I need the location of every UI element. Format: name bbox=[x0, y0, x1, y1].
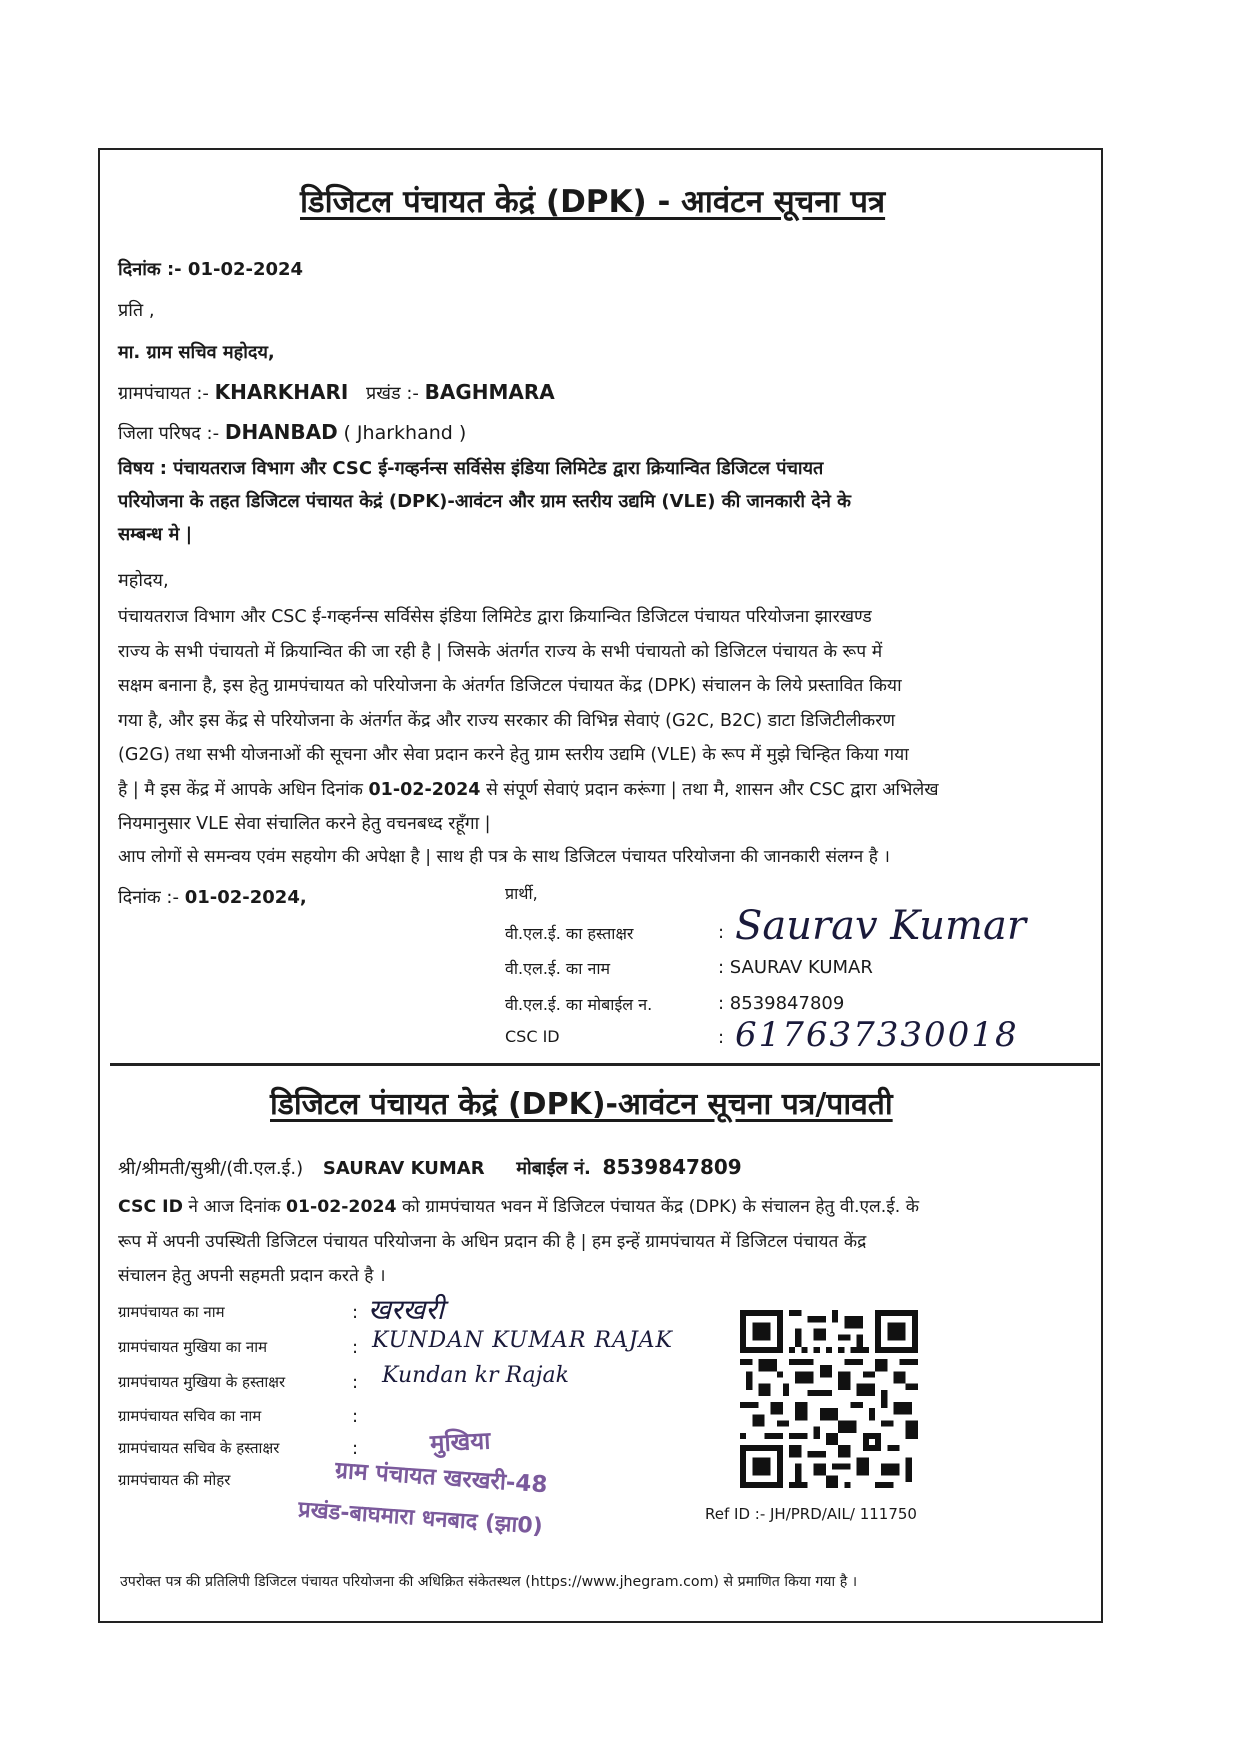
vle-sign-label: वी.एल.ई. का हस्ताक्षर bbox=[505, 924, 634, 943]
field-label: ग्रामपंचायत मुखिया का नाम bbox=[118, 1338, 268, 1356]
vle-name-label: वी.एल.ई. का नाम bbox=[505, 959, 611, 978]
mukhiya-signature: Kundan kr Rajak bbox=[382, 1363, 569, 1388]
body-line: नियमानुसार VLE सेवा संचालित करने हेतु वचनबध्द रहूँगा | bbox=[118, 814, 491, 834]
field-colon: : bbox=[352, 1337, 359, 1358]
panchayat-name-handwritten: खरखरी bbox=[368, 1293, 444, 1326]
qr-code-icon bbox=[740, 1310, 918, 1488]
receipt-date: 01-02-2024 bbox=[285, 1197, 397, 1217]
vle-mobile-value: : 8539847809 bbox=[718, 993, 845, 1014]
mobile-label: मोबाईल नं. bbox=[516, 1158, 591, 1179]
receipt-title: डिजिटल पंचायत केद्रं (DPK)-आवंटन सूचना पत्र/पावती bbox=[270, 1087, 893, 1122]
receipt-paragraph bbox=[118, 1190, 1098, 1294]
panchayat-value: KHARKHARI bbox=[214, 380, 349, 404]
receipt-line bbox=[118, 1190, 1098, 1225]
notice-title: डिजिटल पंचायत केद्रं (DPK) - आवंटन सूचना पत्र bbox=[300, 184, 886, 220]
receipt-text: ने आज दिनांक bbox=[182, 1197, 286, 1217]
body-text: है | मै इस केंद्र में आपके अधिन दिनांक bbox=[118, 779, 369, 800]
vle-sign-colon: : bbox=[718, 922, 725, 943]
addressee: मा. ग्राम सचिव महोदय, bbox=[118, 342, 275, 363]
field-label: ग्रामपंचायत का नाम bbox=[118, 1303, 225, 1321]
closing-line: आप लोगों से समन्वय एवंम सहयोग की अपेक्षा है | साथ ही पत्र के साथ डिजिटल पंचायत परियोजना की जानकारी संलग्न है । bbox=[118, 847, 890, 867]
panchayat-label: ग्रामपंचायत :- bbox=[118, 383, 209, 404]
footer-date bbox=[118, 885, 307, 909]
body-paragraph bbox=[118, 600, 1088, 842]
vle-prefix: श्री/श्रीमती/सुश्री/(वी.एल.ई.) bbox=[118, 1158, 304, 1179]
applicant-label: प्रार्थी, bbox=[505, 884, 538, 903]
date-value: 01-02-2024 bbox=[187, 259, 304, 280]
subject-block bbox=[118, 452, 1078, 551]
body-line: गया है, और इस केंद्र से परियोजना के अंतर्गत केंद्र और राज्य सरकार की विभिन्न सेवाएं (G2C, B2C) डाटा डिजिटीलीकरण bbox=[118, 710, 896, 731]
stamp-line: मुखिया bbox=[429, 1426, 492, 1458]
field-label: ग्रामपंचायत की मोहर bbox=[118, 1471, 231, 1489]
vle-name: SAURAV KUMAR bbox=[322, 1158, 485, 1179]
field-colon: : bbox=[352, 1372, 359, 1393]
block-value: BAGHMARA bbox=[424, 380, 555, 404]
body-line: राज्य के सभी पंचायतो में क्रियान्वित की जा रही है | जिसके अंतर्गत राज्य के सभी पंचायतो को डिजिटल पंचायत के रूप में bbox=[118, 641, 883, 662]
field-colon: : bbox=[352, 1438, 359, 1459]
field-label: ग्रामपंचायत मुखिया के हस्ताक्षर bbox=[118, 1373, 286, 1391]
field-colon: : bbox=[352, 1406, 359, 1427]
mobile-value: 8539847809 bbox=[602, 1155, 742, 1179]
section-divider bbox=[110, 1063, 1100, 1066]
csc-id-label: CSC ID bbox=[505, 1027, 560, 1046]
vle-signature: Saurav Kumar bbox=[735, 903, 1026, 949]
panchayat-line bbox=[118, 380, 555, 405]
prati: प्रति , bbox=[118, 300, 155, 321]
receipt-csc-id: CSC ID bbox=[118, 1197, 183, 1217]
receipt-vle-line bbox=[118, 1155, 742, 1180]
mukhiya-name-handwritten: KUNDAN KUMAR RAJAK bbox=[372, 1328, 673, 1353]
subject-line: सम्बन्ध मे | bbox=[118, 524, 193, 545]
body-line: (G2G) तथा सभी योजनाओं की सूचना और सेवा प्रदान करने हेतु ग्राम स्तरीय उद्यमि (VLE) के रूप में मुझे चिन्हित किया गया bbox=[118, 745, 909, 765]
salutation: महोदय, bbox=[118, 570, 169, 591]
receipt-line: रूप में अपनी उपस्थिती डिजिटल पंचायत परियोजना के अधिन प्रदान की है | हम इन्हें ग्रामपंचायत में डिजिटल पंचायत केंद्र bbox=[118, 1231, 867, 1252]
csc-id-value: 617637330018 bbox=[735, 1015, 1019, 1055]
district-value: DHANBAD bbox=[224, 420, 338, 444]
district-label: जिला परिषद :- bbox=[118, 423, 220, 444]
body-line: पंचायतराज विभाग और CSC ई-गव्हर्नन्स सर्विसेस इंडिया लिमिटेड द्वारा क्रियान्वित डिजिटल पंचायत परियोजना झारखण्ड bbox=[118, 607, 872, 627]
footer-note: उपरोक्त पत्र की प्रतिलिपी डिजिटल पंचायत परियोजना की अधिक्रित संकेतस्थल (https://www.jhegram.com) से प्रमाणित किया गया है । bbox=[120, 1574, 858, 1590]
receipt-line: संचालन हेतु अपनी सहमती प्रदान करते है । bbox=[118, 1266, 386, 1286]
body-date: 01-02-2024 bbox=[368, 779, 481, 800]
receipt-text: को ग्रामपंचायत भवन में डिजिटल पंचायत केंद्र (DPK) के संचालन हेतु वी.एल.ई. के bbox=[396, 1197, 919, 1217]
vle-name-value: : SAURAV KUMAR bbox=[718, 957, 873, 978]
date-label: दिनांक :- bbox=[118, 259, 182, 280]
district-line bbox=[118, 420, 466, 445]
body-line bbox=[118, 773, 1088, 808]
footer-date-value: 01-02-2024, bbox=[184, 887, 307, 908]
footer-date-label: दिनांक :- bbox=[118, 887, 179, 908]
field-colon: : bbox=[352, 1302, 359, 1323]
subject-line: परियोजना के तहत डिजिटल पंचायत केद्रं (DPK)-आवंटन और ग्राम स्तरीय उद्यमि (VLE) की जानकारी देने के bbox=[118, 491, 851, 512]
stamp-line: ग्राम पंचायत खरखरी-48 bbox=[334, 1457, 549, 1499]
ref-id: Ref ID :- JH/PRD/AIL/ 111750 bbox=[705, 1505, 917, 1523]
field-label: ग्रामपंचायत सचिव के हस्ताक्षर bbox=[118, 1439, 280, 1457]
block-label: प्रखंड :- bbox=[366, 383, 419, 404]
field-label: ग्रामपंचायत सचिव का नाम bbox=[118, 1407, 262, 1425]
stamp-line: प्रखंड-बाघमारा धनबाद (झा0) bbox=[297, 1497, 544, 1540]
body-text: से संपूर्ण सेवाएं प्रदान करूंगा | तथा मै, शासन और CSC द्वारा अभिलेख bbox=[480, 779, 939, 800]
csc-id-colon: : bbox=[718, 1027, 725, 1048]
notice-date bbox=[118, 257, 303, 281]
district-state: ( Jharkhand ) bbox=[343, 422, 467, 444]
body-line: सक्षम बनाना है, इस हेतु ग्रामपंचायत को परियोजना के अंतर्गत डिजिटल पंचायत केंद्र (DPK) संचालन के लिये प्रस्तावित किया bbox=[118, 676, 902, 696]
subject-line: विषय : पंचायतराज विभाग और CSC ई-गव्हर्नन्स सर्विसेस इंडिया लिमिटेड द्वारा क्रियान्वित डिजिटल पंचायत bbox=[118, 458, 824, 479]
vle-mobile-label: वी.एल.ई. का मोबाईल न. bbox=[505, 995, 653, 1014]
